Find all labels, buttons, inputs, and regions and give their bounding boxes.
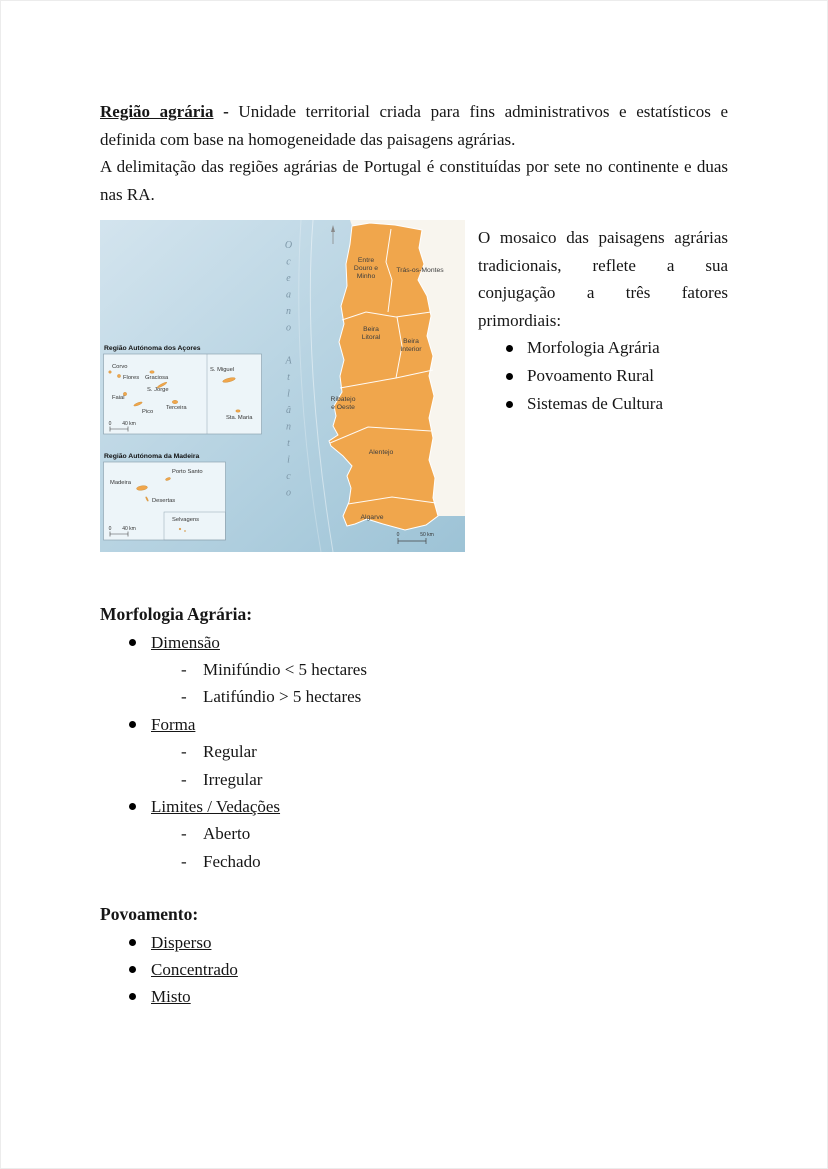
island-label-faial: Faial [112,395,125,401]
list-item-misto [100,983,728,1010]
term-separator: - [213,102,239,121]
island-label-flores: Flores [123,375,140,381]
term-regiao-agraria: Região agrária [100,102,214,121]
concentrado-label: Concentrado [151,960,238,980]
region-label-beira-interior: Interior [400,346,422,353]
region-label-entre-douro-e-minho: Douro e [353,265,379,272]
dimensao-label: Dimensão [151,632,220,652]
island-label-madeira: Madeira [110,480,131,486]
map-and-text-row [100,220,728,552]
island-label-s-jorge: S. Jorge [147,387,169,393]
povoamento-heading: Povoamento: [100,904,199,925]
list-item-forma [100,711,728,738]
list-subitem-fechado: - Fechado [100,848,728,875]
azores-inset-title: Região Autónoma dos Açores [104,345,201,352]
island-label-sta-maria: Sta. Maria [226,415,253,421]
island-label-desertas: Desertas [152,498,176,504]
island-label-pico: Pico [142,409,154,415]
factor-item-povoamento: Povoamento Rural [478,362,728,390]
region-label-entre-douro-e-minho: Entre [357,257,375,264]
azores-inset [104,345,262,434]
island-label-corvo: Corvo [112,364,128,370]
island-label-selvagens: Selvagens [172,517,200,523]
mosaic-factors-list [478,334,728,418]
scale-zero-label: 0 [108,526,112,532]
misto-label: Misto [151,987,191,1007]
list-item-dimensao [100,629,728,656]
scale-zero-label: 0 [108,421,112,427]
scale-distance-label: 50 km [420,532,434,538]
scale-distance-label: 40 km [122,526,136,532]
morfologia-heading: Morfologia Agrária: [100,604,253,624]
factor-item-sistemas: Sistemas de Cultura [478,390,728,418]
mosaic-text-column [465,220,728,552]
factor-item-morfologia: Morfologia Agrária [478,334,728,362]
ocean-atlantico-label: Oceano Atlântico [283,240,294,504]
list-subitem-latifundio: - Latifúndio > 5 hectares [100,683,728,710]
region-label-beira-litoral: Beira [363,326,379,333]
island-label-terceira: Terceira [166,405,187,411]
madeira-inset [104,453,226,540]
region-label-tras-os-montes: Trás-os-Montes [396,267,444,274]
list-subitem-irregular: - Irregular [100,766,728,793]
forma-label: Forma [151,714,196,734]
list-subitem-aberto: - Aberto [100,820,728,847]
morfologia-list [100,629,728,876]
limites-label: Limites / Vedações [151,796,281,816]
madeira-inset-title: Região Autónoma da Madeira [104,453,200,460]
list-subitem-minifundio: - Minifúndio < 5 hectares [100,656,728,683]
disperso-label: Disperso [151,932,212,952]
regions-map-svg [100,220,465,552]
region-label-beira-interior: Beira [403,338,419,345]
list-item-concentrado [100,956,728,983]
island-label-s-miguel: S. Miguel [210,367,235,373]
region-label-ribatejo-e-oeste: Ribatejo [330,396,356,403]
scale-zero-label: 0 [396,532,400,538]
region-label-entre-douro-e-minho: Minho [356,273,376,280]
mosaic-intro-paragraph: O mosaico das paisagens agrárias tradicionais, reflete a sua conjugação a três fatores primordiais: [478,228,728,330]
island-label-porto-santo: Porto Santo [172,469,203,475]
list-subitem-regular: - Regular [100,738,728,765]
povoamento-list [100,929,728,1011]
scale-distance-label: 40 km [122,421,136,427]
list-item-limites [100,793,728,820]
region-label-algarve: Algarve [360,514,384,521]
document-page [1,1,827,1168]
definition-text: Unidade territorial criada para fins administrativos e estatísticos e definida com base na homogeneidade das paisagens agrárias. [100,102,728,149]
portugal-agrarian-regions-map [100,220,465,552]
delimitation-paragraph: A delimitação das regiões agrárias de Portugal é constituídas por sete no continente e duas nas RA. [100,157,728,204]
region-label-alentejo: Alentejo [368,449,394,456]
region-label-beira-litoral: Litoral [361,334,381,341]
list-item-disperso [100,929,728,956]
definition-paragraph [100,98,728,153]
island-label-graciosa: Graciosa [145,375,169,381]
region-label-ribatejo-e-oeste: e Oeste [331,404,355,411]
